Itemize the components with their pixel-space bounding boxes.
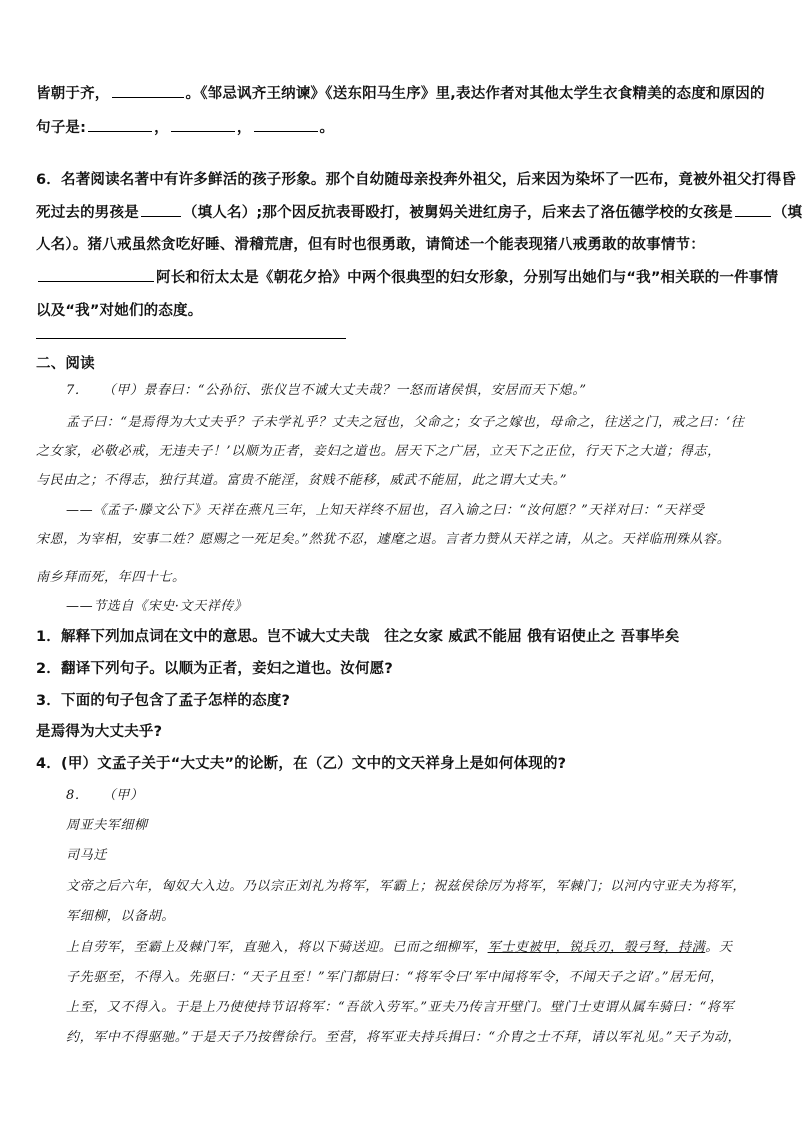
answer-blank[interactable] <box>141 202 181 217</box>
text-line <box>66 936 732 955</box>
answer-blank[interactable] <box>38 267 154 282</box>
answer-blank[interactable] <box>171 117 235 132</box>
text-segment: 句子是: <box>36 120 87 136</box>
text-line <box>66 1026 741 1045</box>
text-line <box>36 116 334 137</box>
text-segment: 上自劳军，至霸上及棘门军，直驰入，将以下骑送迎。已而之细柳军， <box>66 940 488 955</box>
answer-blank[interactable] <box>88 117 152 132</box>
text-line <box>36 233 705 254</box>
answer-blank[interactable] <box>735 202 771 217</box>
text-segment: 孟子曰：“是焉得为大丈夫乎？子未学礼乎？丈夫之冠也，父命之；女子之嫁也，母命之，往送之门，戒之曰：‘往 <box>66 415 745 430</box>
text-segment: 二、阅读 <box>36 356 95 372</box>
text-line <box>36 720 162 741</box>
text-line <box>36 168 796 189</box>
text-line <box>66 411 744 430</box>
text-line <box>36 440 721 459</box>
answer-blank[interactable] <box>112 83 184 98</box>
text-line <box>66 905 175 924</box>
text-segment: 8． （甲） <box>66 788 144 803</box>
text-segment: 军细柳，以备胡。 <box>66 909 175 924</box>
section-divider <box>36 338 346 339</box>
text-line <box>36 689 290 710</box>
text-segment: 死过去的男孩是 <box>36 205 139 221</box>
text-segment: ——节选自《宋史·文天祥传》 <box>66 599 248 614</box>
text-segment: 1．解释下列加点词在文中的意思。岂不诚大丈夫哉 往之女家 威武不能屈 俄有诏使止之 吾事毕矣 <box>36 629 680 645</box>
text-line <box>66 379 587 398</box>
text-line <box>66 814 148 833</box>
text-line <box>36 352 95 373</box>
text-segment: 6．名著阅读名著中有许多鲜活的孩子形象。那个自幼随母亲投奔外祖父，后来因为染坏了一匹布，竟被外祖父打得昏 <box>36 172 796 188</box>
text-segment: 7． （甲）景春曰：“公孙衍、张仪岂不诚大丈夫哉？一怒而诸侯惧，安居而天下熄。” <box>66 383 587 398</box>
text-segment: 阿长和衍太太是《朝花夕拾》中两个很典型的妇女形象，分别写出她们与“我”相关联的一件事情 <box>156 270 779 286</box>
text-line <box>36 469 567 488</box>
text-segment: 上至，又不得入。于是上乃使使持节诏将军：“吾欲入劳军。”亚夫乃传言开壁门。壁门士吏谓从属车骑曰：“将军 <box>66 1000 735 1015</box>
text-segment: 司马迁 <box>66 848 107 863</box>
text-line <box>36 625 679 646</box>
text-segment: 南乡拜而死，年四十七。 <box>36 570 186 585</box>
text-segment: （填 <box>772 205 802 221</box>
text-segment: 宋恩，为宰相，安事二姓？愿赐之一死足矣。”然犹不忍，遽麾之退。言者力赞从天祥之请，从之。天祥临刑殊从容。 <box>36 532 731 547</box>
text-segment: 子先驱至，不得入。先驱曰：“天子且至！”军门都尉曰：“将军令曰‘军中闻将军令，不闻天子之诏’。”居无何， <box>66 970 724 985</box>
text-line <box>66 966 724 985</box>
text-segment: 。 <box>319 120 335 136</box>
text-segment: 是焉得为大丈夫乎? <box>36 724 163 740</box>
text-segment: 之女家，必敬必戒，无违夫子！’以顺为正者，妾妇之道也。居天下之广居，立天下之正位，行天下之大道；得志， <box>36 444 721 459</box>
text-segment: 4．(甲）文孟子关于“大丈夫”的论断，在（乙）文中的文天祥身上是如何体现的? <box>36 756 567 772</box>
text-line <box>66 875 746 894</box>
text-segment: ——《孟子·滕文公下》天祥在燕凡三年，上知天祥终不屈也，召入谕之曰：“汝何愿？”天祥对曰：“天祥受 <box>66 503 705 518</box>
text-segment: 与民由之；不得志，独行其道。富贵不能淫，贫贱不能移，威武不能屈，此之谓大丈夫。” <box>36 473 568 488</box>
text-line <box>66 784 143 803</box>
answer-blank[interactable] <box>254 117 318 132</box>
text-segment: ， <box>154 120 169 136</box>
text-line <box>36 201 802 222</box>
text-line <box>36 299 202 320</box>
text-segment: 。《邹忌讽齐王纳谏》《送东阳马生序》里,表达作者对其他太学生衣食精美的态度和原因的 <box>185 86 765 102</box>
text-segment: 3．下面的句子包含了孟子怎样的态度? <box>36 693 291 709</box>
text-line <box>66 996 734 1015</box>
text-line <box>36 528 730 547</box>
text-segment: 2．翻译下列句子。以顺为正者，妾妇之道也。汝何愿? <box>36 661 393 677</box>
text-line <box>36 82 765 103</box>
text-segment: ， <box>236 120 252 136</box>
text-line <box>36 266 778 287</box>
text-segment: （填人名）;那个因反抗表哥殴打，被舅妈关进红房子，后来去了洛伍德学校的女孩是 <box>182 205 733 221</box>
text-segment: 皆朝于齐， <box>36 86 110 102</box>
text-line <box>66 844 107 863</box>
text-line <box>36 566 186 585</box>
text-segment: 约，军中不得驱驰。”于是天子乃按辔徐行。至营，将军亚夫持兵揖曰：“介胄之士不拜，请以军礼见。”天子为动， <box>66 1030 742 1045</box>
underlined-text: 军士吏被甲，锐兵刃，彀弓弩，持满 <box>487 940 706 955</box>
text-segment: 以及“我”对她们的态度。 <box>36 303 203 319</box>
text-line <box>36 657 393 678</box>
text-line <box>36 752 566 773</box>
text-segment: 文帝之后六年，匈奴大入边。乃以宗正刘礼为将军，军霸上；祝兹侯徐厉为将军，军棘门；以河内守亚夫为将军， <box>66 879 747 894</box>
text-line <box>66 499 704 518</box>
text-line <box>66 595 248 614</box>
text-segment: 。天 <box>705 940 733 955</box>
text-segment: 周亚夫军细柳 <box>66 818 148 833</box>
text-segment: 人名）。猪八戒虽然贪吃好睡、滑稽荒唐，但有时也很勇敢，请简述一个能表现猪八戒勇敢的故事情节： <box>36 237 705 253</box>
